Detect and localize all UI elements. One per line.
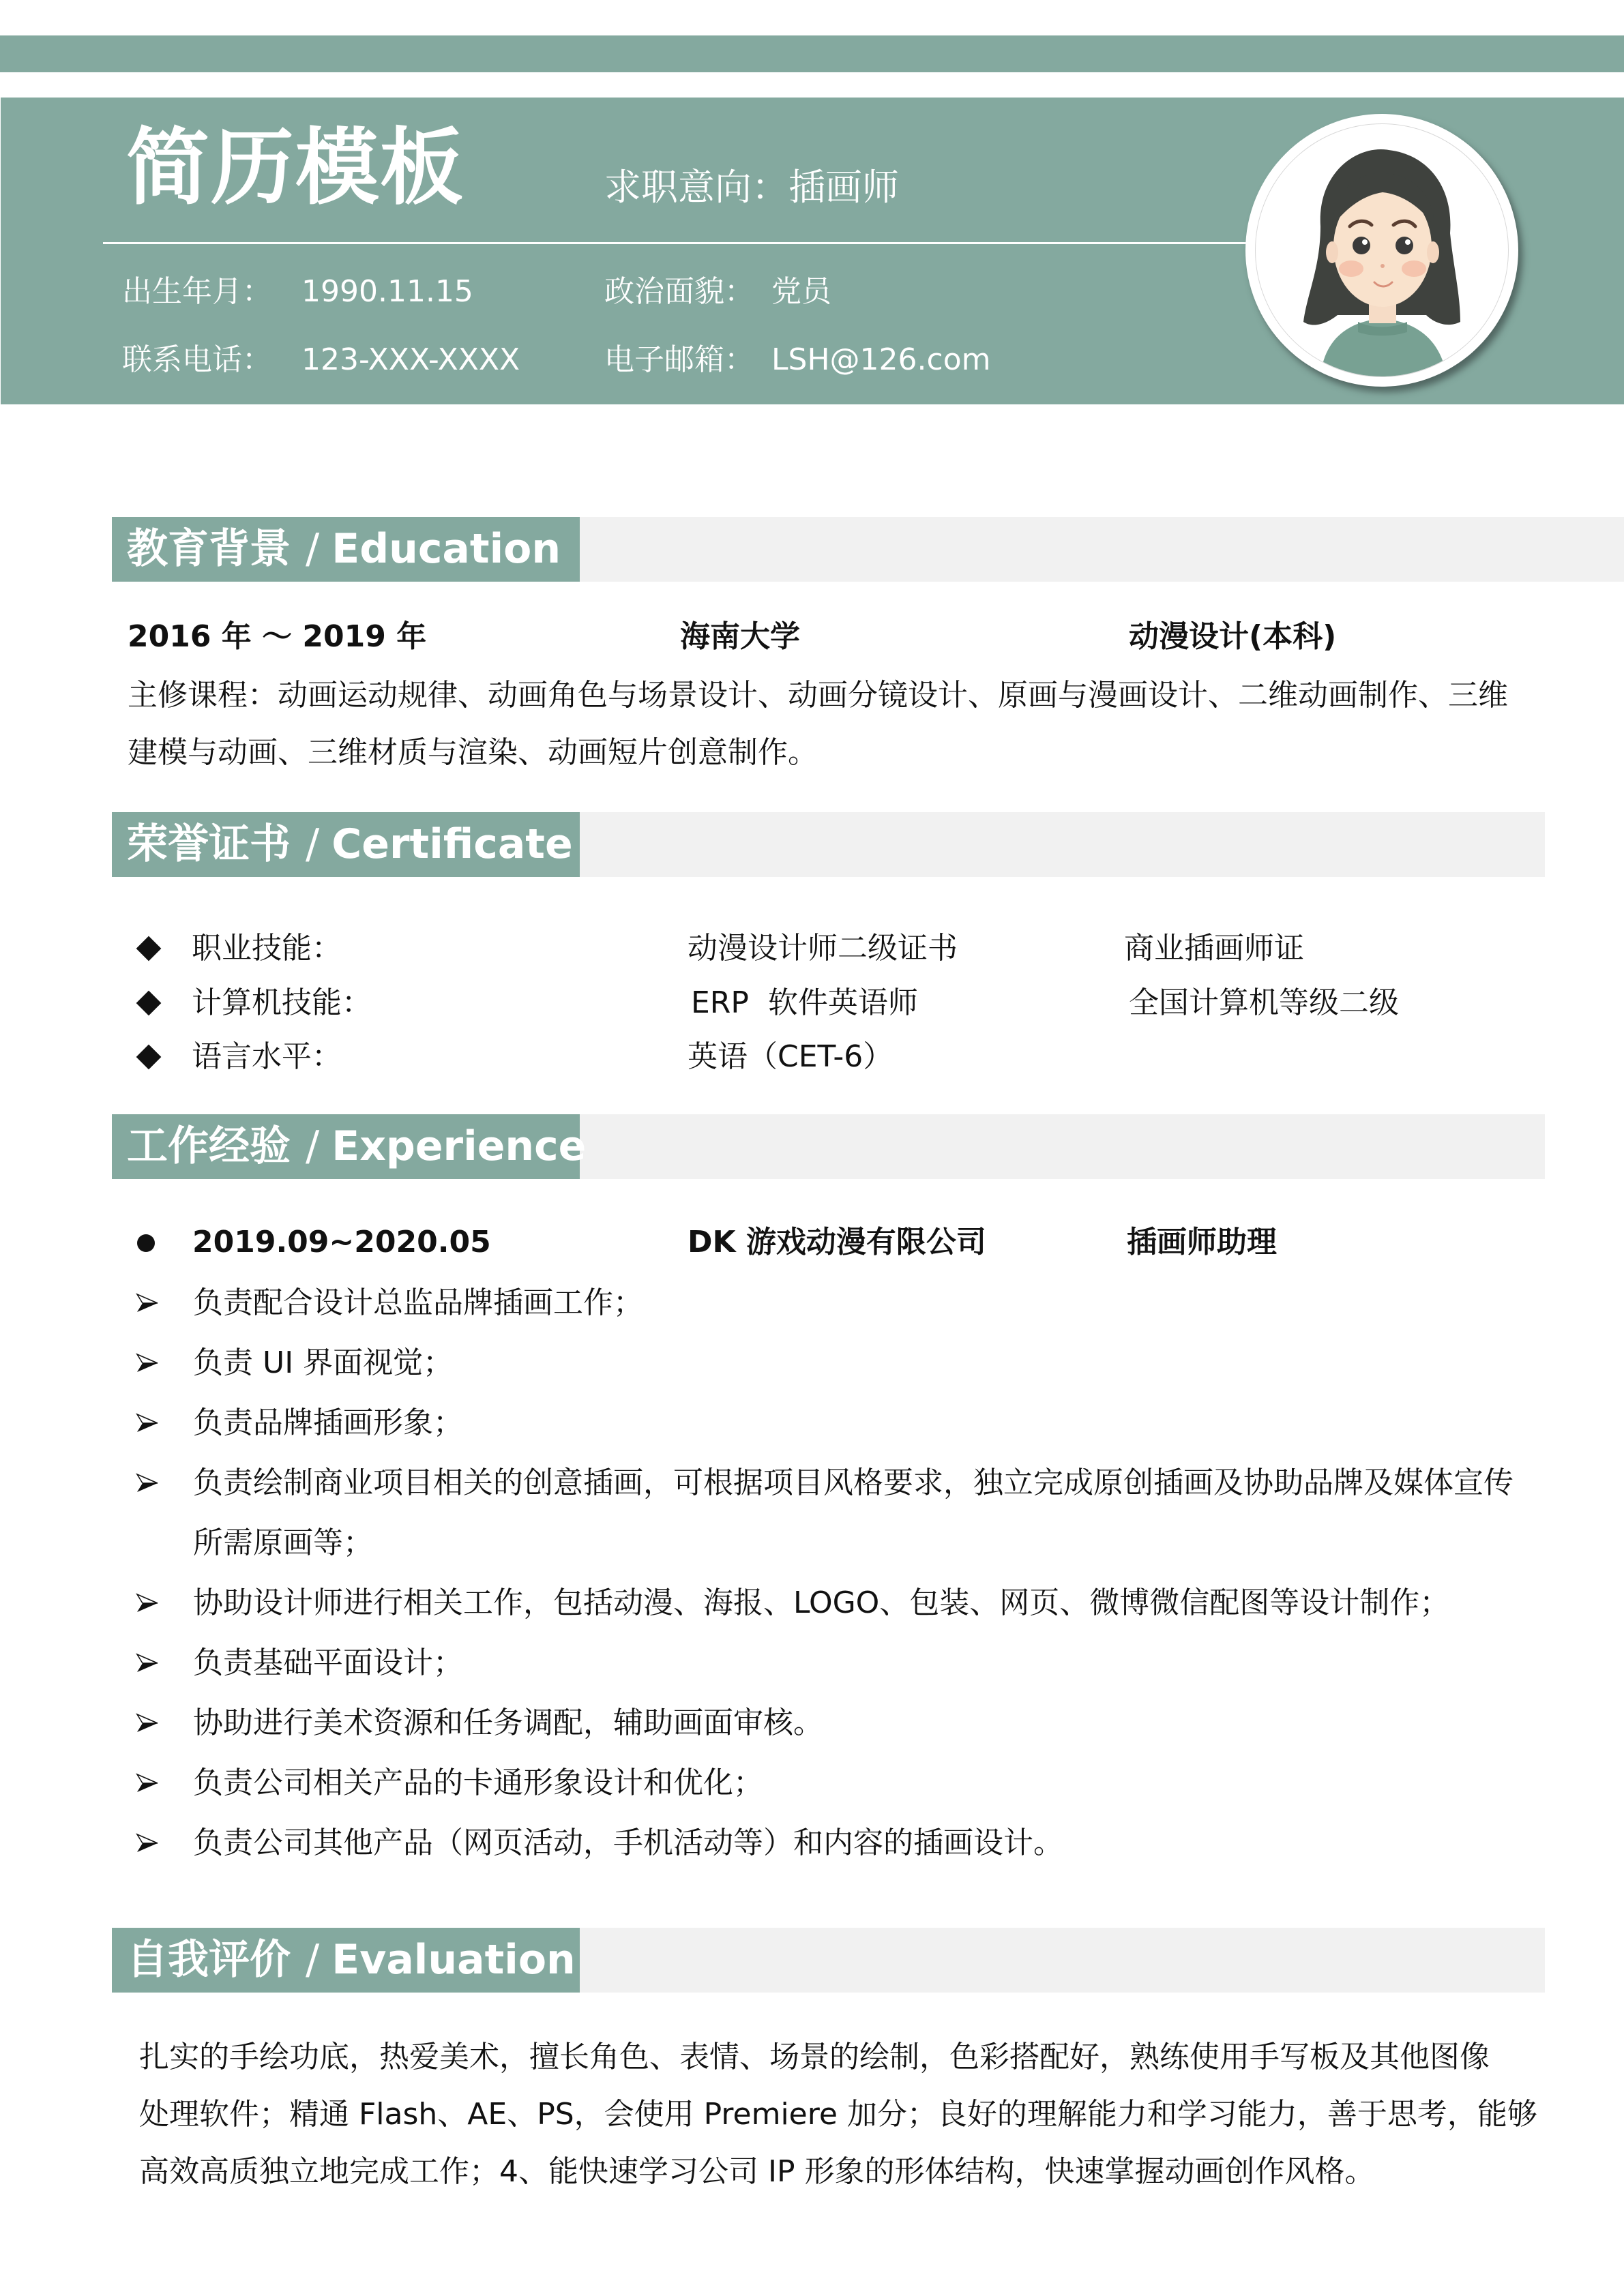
email-label: 电子邮箱： [604, 342, 754, 377]
experience-position: 插画师助理 [1127, 1225, 1277, 1259]
cert-label-professional: 职业技能： [192, 931, 342, 966]
education-courses-line-2: 建模与动画、三维材质与渲染、动画短片创意制作。 [128, 735, 818, 770]
arrow-bullet-icon [136, 1832, 159, 1855]
politics-label: 政治面貌： [604, 274, 754, 309]
phone-value: 123-XXX-XXXX [301, 342, 520, 377]
education-school: 海南大学 [680, 619, 800, 654]
arrow-bullet-icon [136, 1652, 159, 1675]
certificate-header-bar [580, 812, 1545, 877]
duty-item-continuation: 所需原画等； [193, 1525, 373, 1560]
cert-item: 动漫设计师二级证书 [688, 931, 958, 966]
cert-item: ERP 软件英语师 [691, 985, 918, 1020]
experience-section-title [127, 1114, 586, 1179]
experience-period: 2019.09~2020.05 [192, 1225, 491, 1259]
cert-item: 商业插画师证 [1124, 931, 1304, 966]
title-slash: / [306, 820, 320, 868]
education-title-cn: 教育背景 [127, 525, 291, 573]
certificate-title-cn: 荣誉证书 [127, 820, 291, 868]
top-accent-band [0, 35, 1624, 72]
title-slash: / [306, 525, 320, 573]
phone-label: 联系电话： [122, 342, 272, 377]
duty-item: 协助进行美术资源和任务调配，辅助画面审核。 [193, 1705, 823, 1740]
avatar-photo-frame [1255, 123, 1509, 377]
arrow-bullet-icon [136, 1292, 159, 1315]
duty-item: 负责品牌插画形象； [193, 1405, 463, 1440]
birth-label: 出生年月： [122, 274, 272, 309]
diamond-bullet-icon [136, 991, 162, 1016]
duty-item: 协助设计师进行相关工作，包括动漫、海报、LOGO、包装、网页、微博微信配图等设计制作； [193, 1585, 1450, 1620]
education-period: 2016 年 ～ 2019 年 [128, 619, 427, 654]
diamond-bullet-icon [136, 1045, 162, 1070]
duty-item: 负责 UI 界面视觉； [193, 1345, 454, 1380]
evaluation-section-title [127, 1928, 576, 1993]
evaluation-title-cn: 自我评价 [127, 1936, 291, 1984]
certificate-section-title [127, 812, 573, 877]
duty-item: 负责配合设计总监品牌插画工作； [193, 1285, 643, 1320]
arrow-bullet-icon [136, 1772, 159, 1795]
experience-header-bar [580, 1114, 1545, 1179]
politics-value: 党员 [771, 274, 831, 309]
education-title-en: Education [331, 525, 561, 573]
title-slash: / [306, 1936, 320, 1984]
arrow-bullet-icon [136, 1352, 159, 1375]
arrow-bullet-icon [136, 1412, 159, 1435]
cert-label-computer: 计算机技能： [192, 985, 372, 1020]
education-section-title [127, 517, 561, 582]
certificate-title-en: Certificate [331, 820, 573, 868]
avatar [1245, 114, 1518, 387]
duty-item: 负责绘制商业项目相关的创意插画，可根据项目风格要求，独立完成原创插画及协助品牌及媒体宣传 [193, 1465, 1514, 1500]
evaluation-line-2: 处理软件；精通 Flash、AE、PS，会使用 Premiere 加分；良好的理解能力和学习能力，善于思考，能够 [139, 2097, 1537, 2132]
dot-bullet-icon [137, 1234, 155, 1252]
arrow-bullet-icon [136, 1472, 159, 1495]
evaluation-line-3: 高效高质独立地完成工作；4、能快速学习公司 IP 形象的形体结构，快速掌握动画创作风格。 [139, 2154, 1375, 2189]
job-intent [604, 164, 899, 211]
cartoon-girl-avatar-icon [1256, 124, 1508, 376]
cert-item: 英语（CET-6） [688, 1039, 894, 1074]
evaluation-line-1: 扎实的手绘功底，热爱美术，擅长角色、表情、场景的绘制，色彩搭配好，熟练使用手写板及其他图像 [139, 2040, 1490, 2074]
title-slash: / [306, 1122, 320, 1170]
experience-title-en: Experience [331, 1122, 587, 1170]
job-intent-label: 求职意向： [604, 166, 788, 209]
diamond-bullet-icon [136, 936, 162, 961]
duty-item: 负责公司其他产品（网页活动，手机活动等）和内容的插画设计。 [193, 1825, 1063, 1860]
duty-item: 负责基础平面设计； [193, 1645, 463, 1680]
duty-item: 负责公司相关产品的卡通形象设计和优化； [193, 1765, 763, 1800]
birth-value: 1990.11.15 [301, 274, 473, 309]
evaluation-title-en: Evaluation [331, 1936, 576, 1984]
experience-company: DK 游戏动漫有限公司 [688, 1225, 986, 1259]
cert-item: 全国计算机等级二级 [1129, 985, 1399, 1020]
experience-title-cn: 工作经验 [127, 1122, 291, 1170]
education-header-bar [580, 517, 1624, 582]
header-divider [103, 242, 1249, 244]
education-major: 动漫设计(本科) [1129, 619, 1337, 654]
arrow-bullet-icon [136, 1712, 159, 1735]
education-courses-line-1: 主修课程：动画运动规律、动画角色与场景设计、动画分镜设计、原画与漫画设计、二维动画制作、三维 [128, 678, 1508, 713]
job-intent-value: 插画师 [788, 166, 899, 209]
email-value: LSH@126.com [771, 342, 991, 377]
evaluation-header-bar [580, 1928, 1545, 1993]
cert-label-language: 语言水平： [192, 1039, 342, 1074]
resume-title: 简历模板 [126, 119, 464, 216]
arrow-bullet-icon [136, 1592, 159, 1615]
